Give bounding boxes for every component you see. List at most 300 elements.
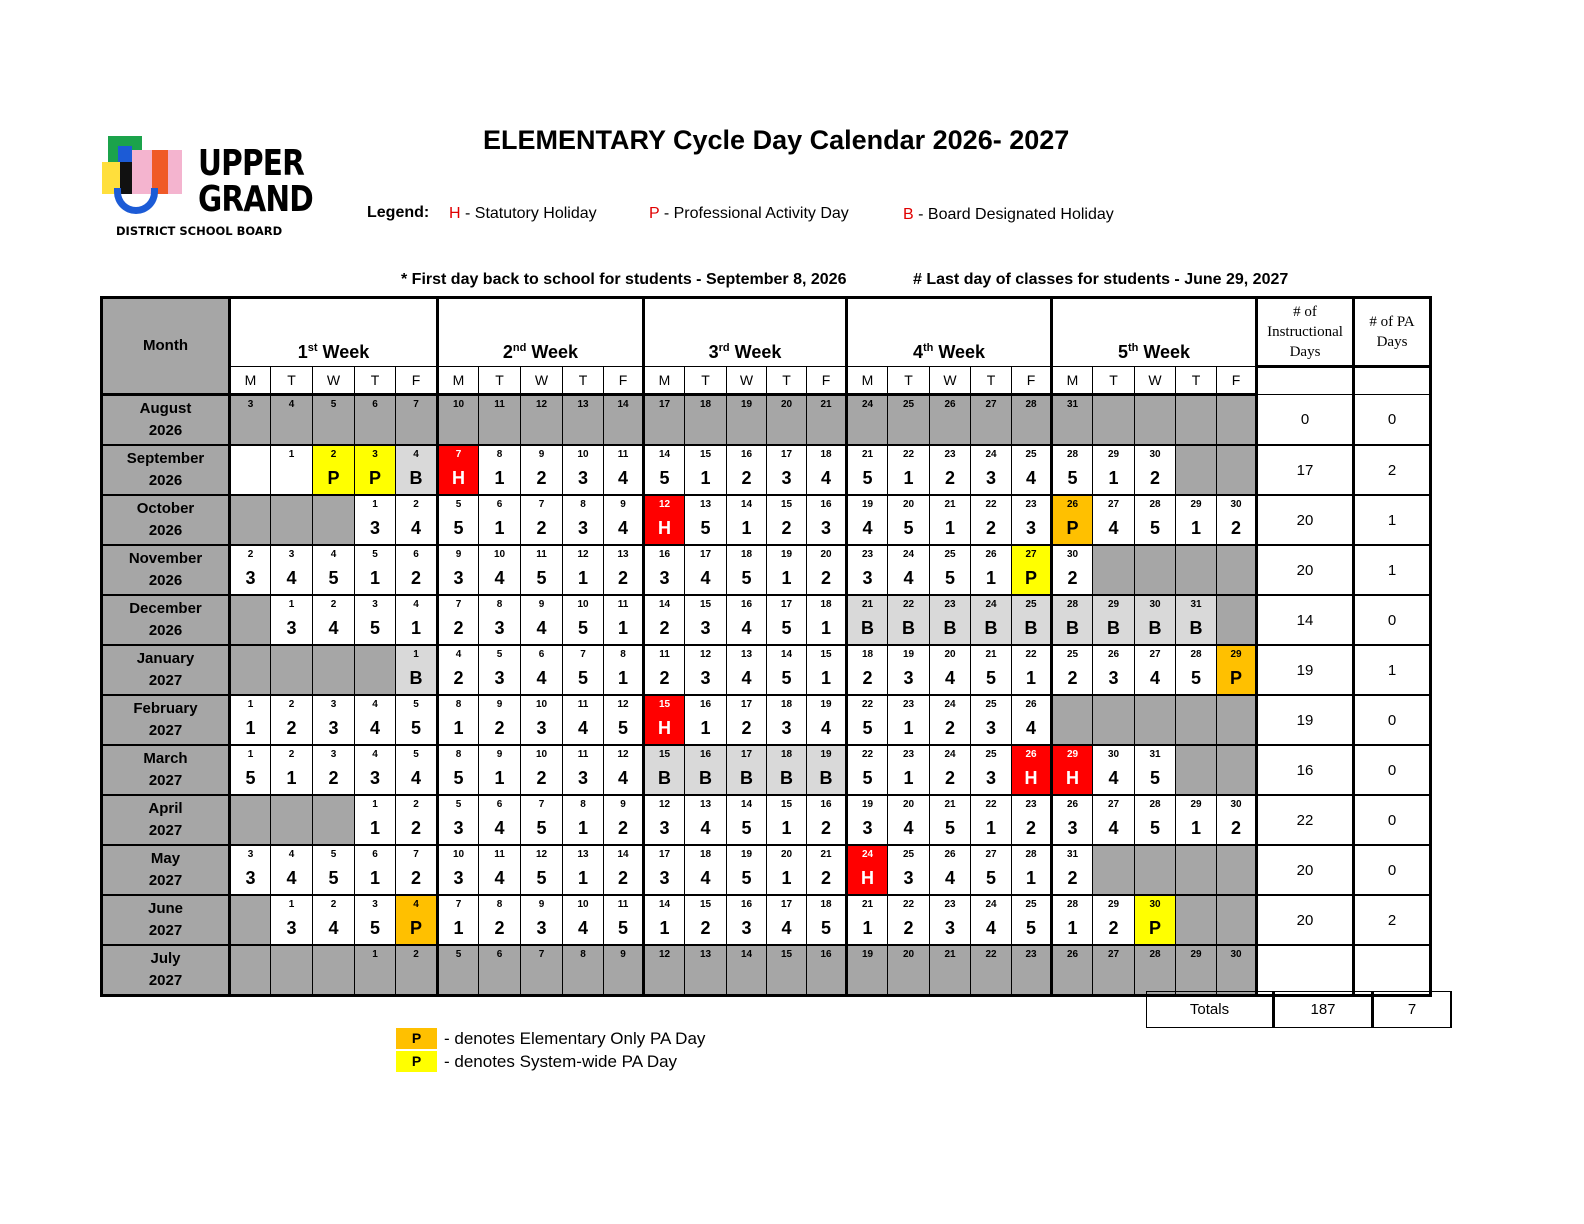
cycle-day: 3: [700, 618, 711, 638]
date-number: 23: [1025, 499, 1037, 510]
calendar-day-cell: [727, 745, 767, 795]
cycle-day: B: [819, 768, 833, 788]
instructional-days-count: 0: [1257, 395, 1354, 446]
calendar-day-cell: [685, 845, 727, 895]
calendar-day-cell: [1135, 395, 1176, 446]
weekday-header: W: [521, 367, 563, 395]
cycle-day: 3: [659, 818, 670, 838]
date-number: 28: [1149, 949, 1161, 960]
calendar-day-cell: [604, 395, 644, 446]
date-number: 24: [944, 699, 956, 710]
cycle-day: 5: [369, 618, 380, 638]
date-number: 25: [1025, 449, 1037, 460]
date-number: 21: [820, 849, 832, 860]
calendar-day-cell: [685, 645, 727, 695]
cycle-day: 2: [820, 568, 831, 588]
date-number: 15: [699, 899, 712, 910]
week-header-2: 2nd Week: [438, 298, 644, 367]
date-number: 19: [902, 649, 915, 660]
month-row: [102, 495, 1431, 545]
date-number: 18: [699, 849, 712, 860]
cycle-day: 5: [536, 868, 547, 888]
calendar-day-cell: [971, 945, 1012, 996]
date-number: 24: [985, 449, 997, 460]
calendar-day-cell: [355, 845, 396, 895]
cycle-day: 4: [820, 718, 831, 738]
date-number: 2: [330, 449, 337, 460]
date-number: 27: [985, 849, 997, 860]
calendar-day-cell: [271, 495, 313, 545]
calendar-day-cell: [479, 395, 521, 446]
calendar-day-cell: [930, 945, 971, 996]
cycle-day: 2: [1108, 918, 1119, 938]
calendar-day-cell: [1217, 545, 1257, 595]
date-number: 22: [902, 599, 915, 610]
calendar-day-cell: [271, 945, 313, 996]
date-number: 2: [288, 749, 295, 760]
date-number: 9: [620, 499, 626, 510]
calendar-day-cell: [1135, 645, 1176, 695]
calendar-day-cell: [313, 445, 355, 495]
calendar-day-cell: [563, 895, 604, 945]
cycle-day: 3: [369, 518, 380, 538]
cycle-day: 2: [944, 768, 955, 788]
calendar-day-cell: [1093, 745, 1135, 795]
calendar-day-cell: [888, 695, 930, 745]
calendar-day-cell: [1217, 595, 1257, 645]
weekday-header: M: [847, 367, 888, 395]
calendar-day-cell: [767, 745, 807, 795]
date-number: 19: [861, 949, 874, 960]
cycle-day: 2: [1067, 668, 1078, 688]
date-number: 19: [820, 699, 832, 710]
cycle-day: 4: [494, 818, 505, 838]
calendar-day-cell: [1093, 445, 1135, 495]
date-number: 22: [985, 499, 997, 510]
calendar-day-cell: [1012, 595, 1052, 645]
total-pa-days: 7: [1373, 992, 1452, 1028]
calendar-day-cell: [644, 395, 685, 446]
calendar-day-cell: [479, 845, 521, 895]
date-number: 16: [658, 549, 671, 560]
date-number: 23: [902, 699, 915, 710]
instructional-days-count: 20: [1257, 545, 1354, 595]
date-number: 13: [699, 499, 712, 510]
date-number: 8: [580, 949, 586, 960]
calendar-day-cell: [563, 595, 604, 645]
date-number: 3: [372, 599, 378, 610]
calendar-day-cell: [313, 645, 355, 695]
cycle-day: 3: [700, 668, 711, 688]
calendar-day-cell: [847, 445, 888, 495]
cycle-day: 3: [903, 668, 914, 688]
cycle-day: 3: [286, 918, 297, 938]
calendar-day-cell: [1217, 645, 1257, 695]
cycle-day: 4: [944, 868, 955, 888]
calendar-day-cell: [1012, 395, 1052, 446]
date-number: 24: [861, 849, 874, 860]
date-number: 6: [496, 499, 503, 510]
cycle-day: 5: [985, 668, 996, 688]
calendar-day-cell: [847, 895, 888, 945]
date-number: 20: [902, 499, 915, 510]
date-number: 15: [780, 799, 793, 810]
date-number: 9: [620, 799, 626, 810]
cycle-day: 1: [577, 868, 588, 888]
date-number: 28: [1190, 649, 1202, 660]
date-number: 4: [413, 449, 419, 460]
calendar-day-cell: [1135, 845, 1176, 895]
date-number: 30: [1230, 799, 1242, 810]
cycle-day: B: [861, 618, 874, 638]
instructional-days-count: [1257, 945, 1354, 996]
date-number: 20: [780, 399, 793, 410]
calendar-day-cell: [767, 395, 807, 446]
date-number: 1: [247, 749, 254, 760]
calendar-day-cell: [438, 645, 479, 695]
calendar-day-cell: [807, 645, 847, 695]
cycle-day: 4: [903, 568, 914, 588]
cycle-day: 2: [659, 668, 670, 688]
pa-legend-row-elementary: [396, 1027, 705, 1050]
calendar-day-cell: [1052, 945, 1093, 996]
date-number: 11: [617, 599, 629, 610]
calendar-day-cell: [685, 945, 727, 996]
calendar-day-cell: [355, 745, 396, 795]
cycle-day: 4: [781, 918, 792, 938]
date-number: 16: [699, 699, 712, 710]
calendar-day-cell: [230, 745, 271, 795]
instructional-days-count: 19: [1257, 695, 1354, 745]
calendar-day-cell: [1052, 745, 1093, 795]
calendar-day-cell: [888, 795, 930, 845]
instructional-days-header: # of Instructional Days: [1257, 298, 1354, 367]
cycle-day: 1: [617, 618, 628, 638]
calendar-day-cell: [604, 445, 644, 495]
calendar-day-cell: [604, 845, 644, 895]
date-number: 25: [985, 749, 997, 760]
date-number: 20: [780, 849, 793, 860]
cycle-day: 3: [286, 618, 297, 638]
date-number: 20: [944, 649, 956, 660]
date-number: 26: [1066, 949, 1079, 960]
cycle-day: 4: [286, 868, 297, 888]
calendar-day-cell: [930, 545, 971, 595]
cycle-day: 4: [1025, 468, 1036, 488]
calendar-day-cell: [1176, 495, 1217, 545]
date-number: 1: [288, 599, 295, 610]
date-number: 9: [496, 749, 503, 760]
month-label: [102, 645, 230, 695]
cycle-day: B: [1024, 618, 1038, 638]
month-year: 2027: [148, 772, 183, 789]
logo-word-line1: UPPER: [198, 143, 305, 184]
calendar-day-cell: [1012, 795, 1052, 845]
date-number: 11: [494, 399, 505, 410]
date-number: 21: [944, 949, 956, 960]
date-number: 7: [413, 399, 419, 410]
date-number: 20: [902, 949, 915, 960]
date-number: 10: [577, 599, 589, 610]
cycle-day: H: [452, 468, 465, 488]
calendar-day-cell: [971, 795, 1012, 845]
weekday-header: M: [644, 367, 685, 395]
calendar-day-cell: [685, 795, 727, 845]
date-number: 15: [780, 499, 793, 510]
date-number: 23: [902, 749, 915, 760]
calendar-day-cell: [563, 745, 604, 795]
calendar-day-cell: [1176, 945, 1217, 996]
date-number: 24: [985, 899, 997, 910]
weekday-header: T: [355, 367, 396, 395]
date-number: 11: [494, 849, 505, 860]
month-label: [102, 945, 230, 996]
date-number: 22: [861, 699, 874, 710]
totals-table: [1146, 991, 1452, 1028]
calendar-day-cell: [271, 745, 313, 795]
date-number: 22: [985, 949, 997, 960]
calendar-day-cell: [1093, 945, 1135, 996]
cycle-day: 1: [369, 868, 380, 888]
cycle-day: 4: [1025, 718, 1036, 738]
date-number: 7: [538, 499, 545, 510]
date-number: 15: [658, 749, 671, 760]
calendar-day-cell: [847, 945, 888, 996]
calendar-day-cell: [807, 695, 847, 745]
calendar-day-cell: [271, 895, 313, 945]
calendar-day-cell: [396, 945, 438, 996]
calendar-day-cell: [1052, 445, 1093, 495]
date-number: 10: [452, 849, 465, 860]
date-number: 5: [413, 749, 419, 760]
calendar-day-cell: [971, 545, 1012, 595]
cycle-day: 2: [700, 918, 711, 938]
calendar-day-cell: [685, 745, 727, 795]
date-number: 22: [1025, 649, 1037, 660]
date-number: 9: [538, 599, 545, 610]
cycle-day: 4: [700, 568, 711, 588]
calendar-day-cell: [313, 395, 355, 446]
calendar-day-cell: [271, 445, 313, 495]
date-number: 4: [372, 749, 378, 760]
calendar-day-cell: [807, 545, 847, 595]
calendar-day-cell: [1176, 795, 1217, 845]
date-number: 5: [455, 499, 462, 510]
cycle-day: 2: [781, 518, 792, 538]
date-number: 8: [580, 499, 586, 510]
cycle-day: 1: [862, 918, 873, 938]
week-header-5: 5th Week: [1052, 298, 1257, 367]
month-name: May: [150, 850, 181, 867]
calendar-day-cell: [727, 395, 767, 446]
weekday-header: T: [563, 367, 604, 395]
month-label: [102, 895, 230, 945]
week-header-4: 4th Week: [847, 298, 1052, 367]
date-number: 14: [617, 399, 629, 410]
cycle-day: 1: [903, 768, 914, 788]
cycle-day: 4: [700, 868, 711, 888]
pa-days-count: 0: [1354, 795, 1431, 845]
cycle-day: 5: [781, 668, 792, 688]
month-name: June: [147, 900, 183, 917]
cycle-day: 4: [944, 668, 955, 688]
date-number: 26: [1066, 499, 1079, 510]
pa-days-count: [1354, 945, 1431, 996]
date-number: 27: [1107, 499, 1120, 510]
date-number: 31: [1149, 749, 1161, 760]
calendar-day-cell: [604, 945, 644, 996]
date-number: 25: [985, 699, 997, 710]
calendar-day-cell: [438, 545, 479, 595]
date-number: 30: [1149, 449, 1161, 460]
cycle-day: 4: [1108, 768, 1119, 788]
total-instructional-days: 187: [1274, 992, 1373, 1028]
cycle-day: 4: [617, 518, 628, 538]
pa-days-header: # of PA Days: [1354, 298, 1431, 367]
date-number: 7: [413, 849, 419, 860]
calendar-day-cell: [563, 445, 604, 495]
calendar-day-cell: [479, 645, 521, 695]
weekday-header: T: [1093, 367, 1135, 395]
date-number: 26: [944, 399, 956, 410]
legend-code: B: [903, 206, 914, 223]
calendar-day-cell: [1135, 795, 1176, 845]
cycle-day: 2: [286, 718, 297, 738]
cycle-day: 5: [741, 818, 752, 838]
cycle-day: 2: [1230, 818, 1241, 838]
cycle-day: 5: [862, 768, 873, 788]
date-number: 23: [944, 449, 956, 460]
pa-legend-text: - denotes System-wide PA Day: [444, 1051, 678, 1071]
cycle-day: 1: [944, 518, 955, 538]
date-number: 16: [740, 449, 753, 460]
cycle-day: 1: [617, 668, 628, 688]
cycle-day: 5: [1149, 768, 1160, 788]
date-number: 20: [820, 549, 832, 560]
date-number: 23: [861, 549, 874, 560]
cycle-day: 2: [536, 518, 547, 538]
cycle-day: 1: [1067, 918, 1078, 938]
calendar-day-cell: [230, 695, 271, 745]
pa-days-count: 1: [1354, 495, 1431, 545]
date-number: 9: [538, 449, 545, 460]
date-number: 14: [740, 499, 753, 510]
calendar-day-cell: [847, 495, 888, 545]
date-number: 17: [740, 749, 753, 760]
calendar-day-cell: [1093, 795, 1135, 845]
date-number: 17: [740, 699, 753, 710]
date-number: 6: [413, 549, 419, 560]
cycle-day: 3: [985, 718, 996, 738]
cycle-day: 1: [494, 518, 505, 538]
calendar-day-cell: [355, 395, 396, 446]
date-number: 10: [535, 749, 548, 760]
date-number: 19: [820, 749, 832, 760]
cycle-day: 5: [617, 918, 628, 938]
cycle-day: 2: [741, 468, 752, 488]
legend-text: - Statutory Holiday: [460, 205, 597, 222]
date-number: 10: [493, 549, 506, 560]
calendar-day-cell: [971, 745, 1012, 795]
month-label: [102, 845, 230, 895]
calendar-day-cell: [521, 895, 563, 945]
date-number: 25: [902, 849, 915, 860]
calendar-day-cell: [767, 895, 807, 945]
date-number: 1: [288, 449, 295, 460]
date-number: 3: [247, 399, 254, 410]
instructional-days-count: 22: [1257, 795, 1354, 845]
legend-item-board: [903, 206, 1114, 224]
cycle-day: 1: [781, 568, 792, 588]
date-number: 7: [538, 949, 545, 960]
date-number: 7: [455, 899, 462, 910]
calendar-day-cell: [521, 495, 563, 545]
date-number: 9: [538, 899, 545, 910]
calendar-day-cell: [1135, 445, 1176, 495]
calendar-day-cell: [930, 595, 971, 645]
date-number: 9: [455, 549, 462, 560]
cycle-day: 1: [369, 818, 380, 838]
cycle-day: 2: [1067, 868, 1078, 888]
date-number: 25: [1025, 899, 1037, 910]
calendar-day-cell: [971, 895, 1012, 945]
calendar-day-cell: [767, 845, 807, 895]
cycle-day: 5: [944, 568, 955, 588]
calendar-day-cell: [1176, 545, 1217, 595]
pa-legend-swatch: P: [396, 1028, 437, 1049]
date-number: 1: [372, 949, 378, 960]
cycle-day: 2: [617, 818, 628, 838]
date-number: 4: [413, 599, 419, 610]
date-number: 31: [1066, 849, 1079, 860]
cycle-day: B: [409, 668, 423, 688]
date-number: 28: [1066, 599, 1079, 610]
calendar-day-cell: [438, 395, 479, 446]
date-number: 30: [1066, 549, 1079, 560]
cycle-day: 2: [1230, 518, 1241, 538]
month-header: Month: [102, 298, 230, 395]
cycle-day: H: [1024, 768, 1038, 788]
calendar-day-cell: [807, 895, 847, 945]
calendar-day-cell: [767, 945, 807, 996]
date-number: 7: [455, 449, 462, 460]
calendar-day-cell: [971, 845, 1012, 895]
calendar-day-cell: [230, 495, 271, 545]
date-number: 21: [861, 899, 874, 910]
date-number: 5: [372, 549, 378, 560]
date-number: 21: [944, 499, 956, 510]
cycle-day: 2: [617, 868, 628, 888]
date-number: 1: [372, 799, 378, 810]
date-number: 16: [699, 749, 712, 760]
date-number: 10: [577, 449, 589, 460]
cycle-day: 2: [453, 668, 464, 688]
calendar-day-cell: [1135, 945, 1176, 996]
cycle-day: B: [1189, 618, 1203, 638]
weekday-header: M: [230, 367, 271, 395]
month-row: [102, 395, 1431, 446]
calendar-day-cell: [355, 945, 396, 996]
calendar-day-cell: [1176, 395, 1217, 446]
calendar-day-cell: [847, 795, 888, 845]
calendar-day-cell: [479, 895, 521, 945]
calendar-day-cell: [847, 845, 888, 895]
calendar-day-cell: [930, 745, 971, 795]
cycle-day: 3: [245, 568, 256, 588]
cycle-day: 5: [577, 668, 588, 688]
date-number: 2: [247, 549, 254, 560]
cycle-day: 1: [494, 768, 505, 788]
